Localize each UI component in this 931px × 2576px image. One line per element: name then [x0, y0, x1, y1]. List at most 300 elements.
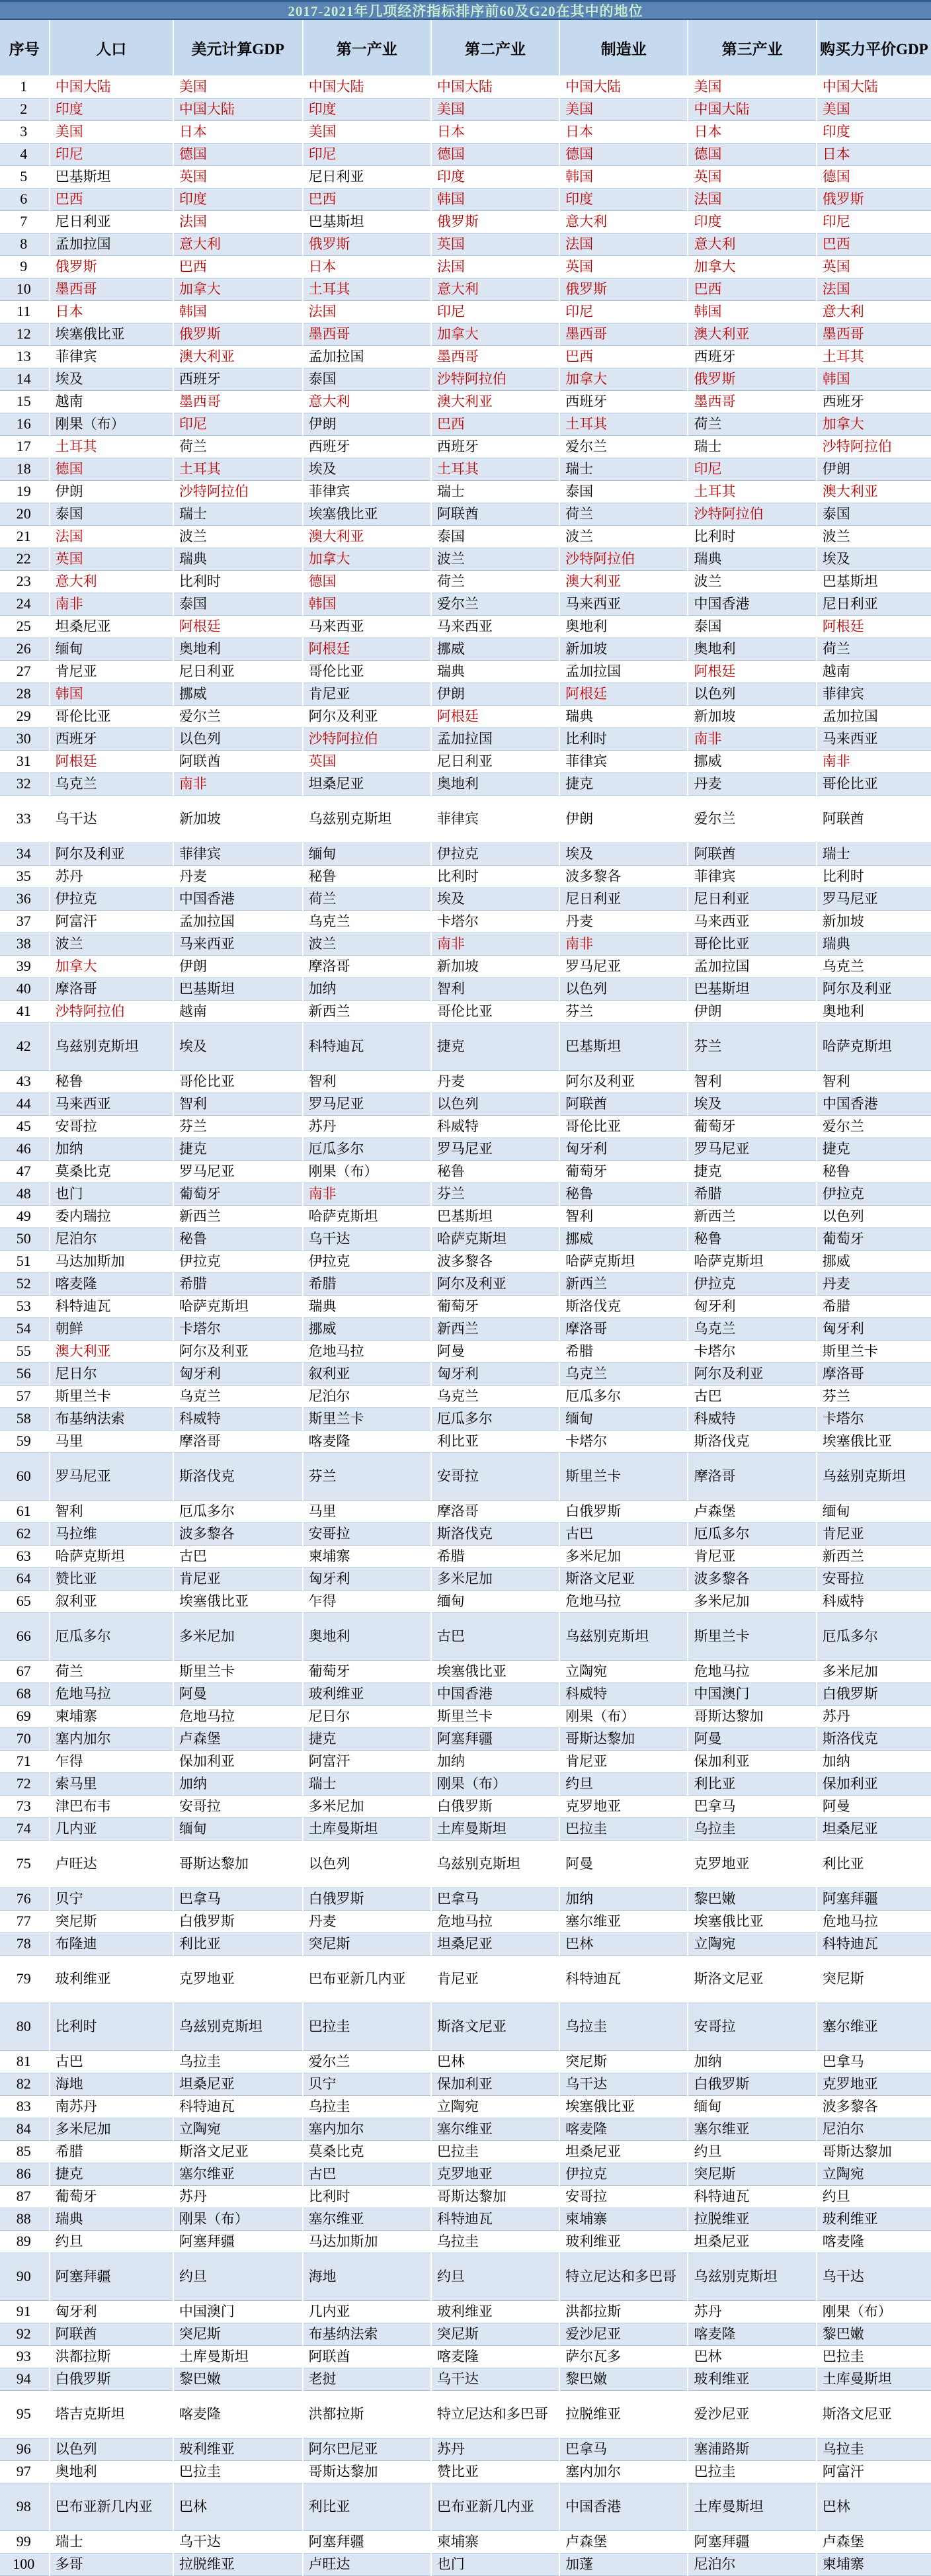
country-cell: 以色列 — [50, 2438, 173, 2460]
country-cell: 叙利亚 — [50, 1590, 173, 1612]
country-cell: 越南 — [173, 1000, 303, 1022]
table-row — [0, 1022, 931, 1070]
country-cell: 古巴 — [559, 1522, 688, 1545]
table-row — [0, 525, 931, 548]
country-cell: 挪威 — [303, 1317, 431, 1340]
country-cell: 以色列 — [817, 1205, 931, 1227]
country-cell: 阿曼 — [688, 1727, 816, 1750]
country-cell: 柬埔寨 — [303, 1545, 431, 1567]
country-cell: 科威特 — [431, 1115, 559, 1138]
country-cell: 越南 — [817, 660, 931, 683]
country-cell: 芬兰 — [173, 1115, 303, 1138]
table-row — [0, 1705, 931, 1727]
country-cell: 缅甸 — [431, 1590, 559, 1612]
table-row — [0, 1340, 931, 1362]
country-cell: 黎巴嫩 — [559, 2368, 688, 2390]
country-cell: 阿尔及利亚 — [688, 1362, 816, 1385]
country-cell: 坦桑尼亚 — [817, 1817, 931, 1840]
country-cell: 埃塞俄比亚 — [559, 2095, 688, 2118]
country-cell: 加纳 — [303, 977, 431, 1000]
country-cell: 摩洛哥 — [50, 977, 173, 1000]
country-cell: 巴布亚新几内亚 — [431, 2483, 559, 2530]
country-cell: 土库曼斯坦 — [173, 2345, 303, 2368]
country-cell: 苏丹 — [303, 1115, 431, 1138]
country-cell: 阿尔及利亚 — [173, 1340, 303, 1362]
country-cell: 中国大陆 — [173, 98, 303, 120]
country-cell: 巴拿马 — [431, 1888, 559, 1910]
table-row — [0, 2345, 931, 2368]
country-cell: 荷兰 — [173, 435, 303, 458]
country-cell: 墨西哥 — [431, 345, 559, 368]
country-cell: 丹麦 — [173, 865, 303, 888]
country-cell: 安哥拉 — [817, 1567, 931, 1590]
country-cell: 土库曼斯坦 — [431, 1817, 559, 1840]
country-cell: 美国 — [431, 98, 559, 120]
rank-number: 51 — [0, 1250, 50, 1272]
country-cell: 捷克 — [431, 1022, 559, 1070]
country-cell: 乌兹别克斯坦 — [817, 1452, 931, 1500]
header-row — [0, 20, 931, 75]
table-row — [0, 843, 931, 865]
country-cell: 科威特 — [173, 1407, 303, 1430]
rank-number: 85 — [0, 2140, 50, 2163]
country-cell: 卢森堡 — [688, 1500, 816, 1522]
country-cell: 塞内加尔 — [559, 2460, 688, 2483]
country-cell: 肯尼亚 — [688, 1545, 816, 1567]
rank-number: 5 — [0, 165, 50, 188]
table-row — [0, 480, 931, 503]
country-cell: 阿富汗 — [303, 1750, 431, 1772]
country-cell: 委内瑞拉 — [50, 1205, 173, 1227]
country-cell: 沙特阿拉伯 — [817, 435, 931, 458]
country-cell: 沙特阿拉伯 — [173, 480, 303, 503]
country-cell: 哥伦比亚 — [50, 705, 173, 727]
country-cell: 塞浦路斯 — [688, 2438, 816, 2460]
country-cell: 印度 — [173, 188, 303, 210]
country-cell: 乌克兰 — [688, 1317, 816, 1340]
country-cell: 瑞士 — [50, 2530, 173, 2553]
country-cell: 约旦 — [817, 2185, 931, 2208]
country-cell: 美国 — [173, 75, 303, 98]
country-cell: 刚果（布） — [559, 1705, 688, 1727]
country-cell: 乌克兰 — [173, 1385, 303, 1407]
country-cell: 秘鲁 — [559, 1183, 688, 1205]
country-cell: 芬兰 — [559, 1000, 688, 1022]
country-cell: 阿联酋 — [50, 2323, 173, 2345]
table-row — [0, 188, 931, 210]
country-cell: 泰国 — [50, 503, 173, 525]
country-cell: 法国 — [817, 278, 931, 300]
country-cell: 约旦 — [688, 2140, 816, 2163]
country-cell: 斯洛文尼亚 — [688, 1955, 816, 2003]
country-cell: 斯洛文尼亚 — [431, 2003, 559, 2050]
country-cell: 玻利维亚 — [559, 2230, 688, 2253]
country-cell: 荷兰 — [50, 1660, 173, 1683]
country-cell: 意大利 — [303, 390, 431, 413]
country-cell: 秘鲁 — [173, 1227, 303, 1250]
country-cell: 尼泊尔 — [817, 2118, 931, 2140]
country-cell: 白俄罗斯 — [431, 1795, 559, 1817]
country-cell: 斯洛伐克 — [688, 1430, 816, 1452]
country-cell: 希腊 — [173, 1272, 303, 1295]
rank-number: 39 — [0, 955, 50, 977]
country-cell: 老挝 — [303, 2368, 431, 2390]
country-cell: 澳大利亚 — [688, 323, 816, 345]
table-row — [0, 2530, 931, 2553]
country-cell: 多米尼加 — [50, 2118, 173, 2140]
rank-number: 84 — [0, 2118, 50, 2140]
country-cell: 哥伦比亚 — [559, 1115, 688, 1138]
country-cell: 新加坡 — [173, 795, 303, 843]
rank-number: 50 — [0, 1227, 50, 1250]
country-cell: 克罗地亚 — [817, 2073, 931, 2095]
country-cell: 克罗地亚 — [431, 2163, 559, 2185]
table-row — [0, 795, 931, 843]
country-cell: 瑞典 — [431, 660, 559, 683]
country-cell: 玻利维亚 — [431, 2300, 559, 2323]
country-cell: 德国 — [431, 143, 559, 165]
country-cell: 阿塞拜疆 — [817, 1888, 931, 1910]
country-cell: 匈牙利 — [559, 1138, 688, 1160]
country-cell: 阿富汗 — [817, 2460, 931, 2483]
country-cell: 俄罗斯 — [50, 255, 173, 278]
country-cell: 坦桑尼亚 — [688, 2230, 816, 2253]
country-cell: 卢森堡 — [559, 2530, 688, 2553]
country-cell: 西班牙 — [173, 368, 303, 390]
country-cell: 埃及 — [303, 458, 431, 480]
country-cell: 加拿大 — [303, 548, 431, 570]
country-cell: 突尼斯 — [559, 2050, 688, 2073]
country-cell: 阿尔及利亚 — [817, 977, 931, 1000]
country-cell: 巴基斯坦 — [688, 977, 816, 1000]
country-cell: 加拿大 — [173, 278, 303, 300]
country-cell: 叙利亚 — [303, 1362, 431, 1385]
country-cell: 缅甸 — [688, 2095, 816, 2118]
country-cell: 捷克 — [173, 1138, 303, 1160]
country-cell: 意大利 — [688, 233, 816, 255]
country-cell: 荷兰 — [817, 638, 931, 660]
country-cell: 卢旺达 — [303, 2553, 431, 2575]
rank-number: 42 — [0, 1022, 50, 1070]
country-cell: 伊朗 — [817, 458, 931, 480]
country-cell: 挪威 — [688, 750, 816, 772]
country-cell: 多米尼加 — [173, 1612, 303, 1660]
table-row — [0, 2185, 931, 2208]
country-cell: 阿根廷 — [688, 660, 816, 683]
country-cell: 洪都拉斯 — [303, 2390, 431, 2438]
rank-number: 10 — [0, 278, 50, 300]
country-cell: 荷兰 — [688, 413, 816, 435]
country-cell: 新加坡 — [688, 705, 816, 727]
country-cell: 伊朗 — [688, 1000, 816, 1022]
country-cell: 挪威 — [559, 1227, 688, 1250]
rank-number: 86 — [0, 2163, 50, 2185]
rank-number: 29 — [0, 705, 50, 727]
table-row — [0, 345, 931, 368]
country-cell: 安哥拉 — [303, 1522, 431, 1545]
country-cell: 利比亚 — [303, 2483, 431, 2530]
table-row — [0, 368, 931, 390]
country-cell: 伊朗 — [431, 683, 559, 705]
country-cell: 阿曼 — [817, 1795, 931, 1817]
country-cell: 新西兰 — [173, 1205, 303, 1227]
table-row — [0, 2050, 931, 2073]
country-cell: 阿根廷 — [559, 683, 688, 705]
country-cell: 新西兰 — [688, 1205, 816, 1227]
country-cell: 菲律宾 — [688, 865, 816, 888]
table-row — [0, 772, 931, 795]
country-cell: 爱沙尼亚 — [688, 2390, 816, 2438]
rank-number: 13 — [0, 345, 50, 368]
table-row — [0, 2483, 931, 2530]
country-cell: 赞比亚 — [50, 1567, 173, 1590]
country-cell: 坦桑尼亚 — [50, 615, 173, 638]
country-cell: 埃及 — [559, 843, 688, 865]
table-row — [0, 1093, 931, 1115]
country-cell: 特立尼达和多巴哥 — [431, 2390, 559, 2438]
country-cell: 孟加拉国 — [559, 660, 688, 683]
country-cell: 塔吉克斯坦 — [50, 2390, 173, 2438]
country-cell: 肯尼亚 — [817, 1522, 931, 1545]
country-cell: 阿尔巴尼亚 — [303, 2438, 431, 2460]
country-cell: 多哥 — [50, 2553, 173, 2575]
country-cell: 玻利维亚 — [173, 2438, 303, 2460]
country-cell: 约旦 — [559, 1772, 688, 1795]
country-cell: 喀麦隆 — [303, 1430, 431, 1452]
country-cell: 瑞典 — [173, 548, 303, 570]
table-row — [0, 2323, 931, 2345]
country-cell: 利比亚 — [431, 1430, 559, 1452]
country-cell: 苏丹 — [50, 865, 173, 888]
country-cell: 土耳其 — [173, 458, 303, 480]
country-cell: 沙特阿拉伯 — [50, 1000, 173, 1022]
country-cell: 南非 — [431, 933, 559, 955]
rank-number: 53 — [0, 1295, 50, 1317]
table-row — [0, 1000, 931, 1022]
country-cell: 澳大利亚 — [50, 1340, 173, 1362]
table-row — [0, 2230, 931, 2253]
country-cell: 罗马尼亚 — [50, 1452, 173, 1500]
country-cell: 西班牙 — [817, 390, 931, 413]
country-cell: 荷兰 — [559, 503, 688, 525]
country-cell: 捷克 — [817, 1138, 931, 1160]
country-cell: 印尼 — [559, 300, 688, 323]
country-cell: 布基纳法索 — [303, 2323, 431, 2345]
country-cell: 秘鲁 — [688, 1227, 816, 1250]
table-header — [0, 20, 931, 75]
rank-number: 32 — [0, 772, 50, 795]
country-cell: 西班牙 — [559, 390, 688, 413]
country-cell: 英国 — [817, 255, 931, 278]
rank-number: 63 — [0, 1545, 50, 1567]
country-cell: 马拉维 — [50, 1522, 173, 1545]
rank-number: 75 — [0, 1840, 50, 1888]
country-cell: 斯里兰卡 — [173, 1660, 303, 1683]
country-cell: 科威特 — [817, 1590, 931, 1612]
country-cell: 阿曼 — [173, 1683, 303, 1705]
country-cell: 贝宁 — [50, 1888, 173, 1910]
country-cell: 比利时 — [50, 2003, 173, 2050]
country-cell: 加纳 — [817, 1750, 931, 1772]
country-cell: 乍得 — [303, 1590, 431, 1612]
country-cell: 瑞典 — [50, 2208, 173, 2230]
country-cell: 塞尔维亚 — [303, 2208, 431, 2230]
country-cell: 塞内加尔 — [50, 1727, 173, 1750]
country-cell: 黎巴嫩 — [173, 2368, 303, 2390]
country-cell: 德国 — [173, 143, 303, 165]
country-cell: 比利时 — [173, 570, 303, 593]
rank-number: 52 — [0, 1272, 50, 1295]
country-cell: 美国 — [303, 120, 431, 143]
country-cell: 卡塔尔 — [559, 1430, 688, 1452]
country-cell: 摩洛哥 — [559, 1317, 688, 1340]
rank-number: 19 — [0, 480, 50, 503]
country-cell: 斯里兰卡 — [303, 1407, 431, 1430]
country-cell: 巴拉圭 — [303, 2003, 431, 2050]
country-cell: 巴拉圭 — [559, 1817, 688, 1840]
country-cell: 南非 — [303, 1183, 431, 1205]
country-cell: 韩国 — [431, 188, 559, 210]
country-cell: 瑞士 — [431, 480, 559, 503]
country-cell: 南苏丹 — [50, 2095, 173, 2118]
country-cell: 韩国 — [303, 593, 431, 615]
country-cell: 巴林 — [559, 1932, 688, 1955]
country-cell: 摩洛哥 — [173, 1430, 303, 1452]
country-cell: 爱尔兰 — [173, 705, 303, 727]
country-cell: 孟加拉国 — [817, 705, 931, 727]
table-row — [0, 2118, 931, 2140]
table-row — [0, 2140, 931, 2163]
country-cell: 法国 — [559, 233, 688, 255]
table-row — [0, 955, 931, 977]
country-cell: 加纳 — [688, 2050, 816, 2073]
table-row — [0, 210, 931, 233]
country-cell: 乌干达 — [173, 2530, 303, 2553]
country-cell: 缅甸 — [173, 1817, 303, 1840]
country-cell: 智利 — [688, 1070, 816, 1093]
country-cell: 巴基斯坦 — [559, 1022, 688, 1070]
table-row — [0, 300, 931, 323]
country-cell: 中国香港 — [688, 593, 816, 615]
table-row — [0, 278, 931, 300]
country-cell: 突尼斯 — [431, 2323, 559, 2345]
country-cell: 奥地利 — [303, 1612, 431, 1660]
country-cell: 英国 — [559, 255, 688, 278]
country-cell: 乌克兰 — [559, 1362, 688, 1385]
country-cell: 哥斯达黎加 — [688, 1705, 816, 1727]
table-row — [0, 75, 931, 98]
country-cell: 科特迪瓦 — [50, 1295, 173, 1317]
country-cell: 巴林 — [173, 2483, 303, 2530]
table-row — [0, 503, 931, 525]
table-row — [0, 1272, 931, 1295]
country-cell: 爱尔兰 — [431, 593, 559, 615]
country-cell: 土耳其 — [559, 413, 688, 435]
rank-number: 9 — [0, 255, 50, 278]
country-cell: 印尼 — [817, 210, 931, 233]
column-header-4: 第一产业 — [303, 20, 431, 75]
rank-number: 21 — [0, 525, 50, 548]
country-cell: 荷兰 — [431, 570, 559, 593]
column-header-1: 序号 — [0, 20, 50, 75]
country-cell: 加纳 — [559, 1888, 688, 1910]
country-cell: 乌干达 — [303, 1227, 431, 1250]
country-cell: 越南 — [50, 390, 173, 413]
country-cell: 柬埔寨 — [817, 2553, 931, 2575]
table-row — [0, 910, 931, 933]
country-cell: 萨尔瓦多 — [559, 2345, 688, 2368]
country-cell: 澳大利亚 — [559, 570, 688, 593]
country-cell: 哈萨克斯坦 — [688, 1250, 816, 1272]
country-cell: 乌克兰 — [303, 910, 431, 933]
country-cell: 法国 — [303, 300, 431, 323]
country-cell: 特立尼达和多巴哥 — [559, 2253, 688, 2300]
table-row — [0, 660, 931, 683]
table-row — [0, 1160, 931, 1183]
country-cell: 印尼 — [688, 458, 816, 480]
rank-number: 35 — [0, 865, 50, 888]
country-cell: 菲律宾 — [50, 345, 173, 368]
column-header-6: 制造业 — [559, 20, 688, 75]
country-cell: 南非 — [559, 933, 688, 955]
country-cell: 危地马拉 — [559, 1590, 688, 1612]
country-cell: 伊拉克 — [303, 1250, 431, 1272]
country-cell: 阿富汗 — [50, 910, 173, 933]
country-cell: 美国 — [817, 98, 931, 120]
country-cell: 尼日利亚 — [559, 888, 688, 910]
country-cell: 喀麦隆 — [50, 1272, 173, 1295]
country-cell: 巴拉圭 — [173, 2460, 303, 2483]
country-cell: 丹麦 — [817, 1272, 931, 1295]
country-cell: 波兰 — [173, 525, 303, 548]
country-cell: 尼日利亚 — [817, 593, 931, 615]
country-cell: 罗马尼亚 — [303, 1093, 431, 1115]
country-cell: 日本 — [817, 143, 931, 165]
country-cell: 加拿大 — [50, 955, 173, 977]
rank-number: 11 — [0, 300, 50, 323]
table-row — [0, 1888, 931, 1910]
table-row — [0, 2208, 931, 2230]
country-cell: 沙特阿拉伯 — [559, 548, 688, 570]
country-cell: 塞尔维亚 — [559, 1910, 688, 1932]
country-cell: 土耳其 — [688, 480, 816, 503]
country-cell: 利比亚 — [817, 1840, 931, 1888]
rank-number: 73 — [0, 1795, 50, 1817]
country-cell: 柬埔寨 — [431, 2530, 559, 2553]
country-cell: 捷克 — [50, 2163, 173, 2185]
country-cell: 缅甸 — [50, 638, 173, 660]
country-cell: 埃及 — [431, 888, 559, 910]
country-cell: 马里 — [50, 1430, 173, 1452]
table-row — [0, 1295, 931, 1317]
rank-number: 12 — [0, 323, 50, 345]
table-row — [0, 705, 931, 727]
table-row — [0, 2368, 931, 2390]
country-cell: 以色列 — [303, 1840, 431, 1888]
table-row — [0, 1955, 931, 2003]
table-row — [0, 615, 931, 638]
rank-number: 28 — [0, 683, 50, 705]
rank-number: 44 — [0, 1093, 50, 1115]
country-cell: 突尼斯 — [688, 2163, 816, 2185]
country-cell: 刚果（布） — [173, 2208, 303, 2230]
country-cell: 斯洛文尼亚 — [173, 2140, 303, 2163]
country-cell: 印度 — [431, 165, 559, 188]
country-cell: 摩洛哥 — [817, 1362, 931, 1385]
country-cell: 乌干达 — [431, 2368, 559, 2390]
country-cell: 土库曼斯坦 — [303, 1817, 431, 1840]
country-cell: 匈牙利 — [817, 1317, 931, 1340]
